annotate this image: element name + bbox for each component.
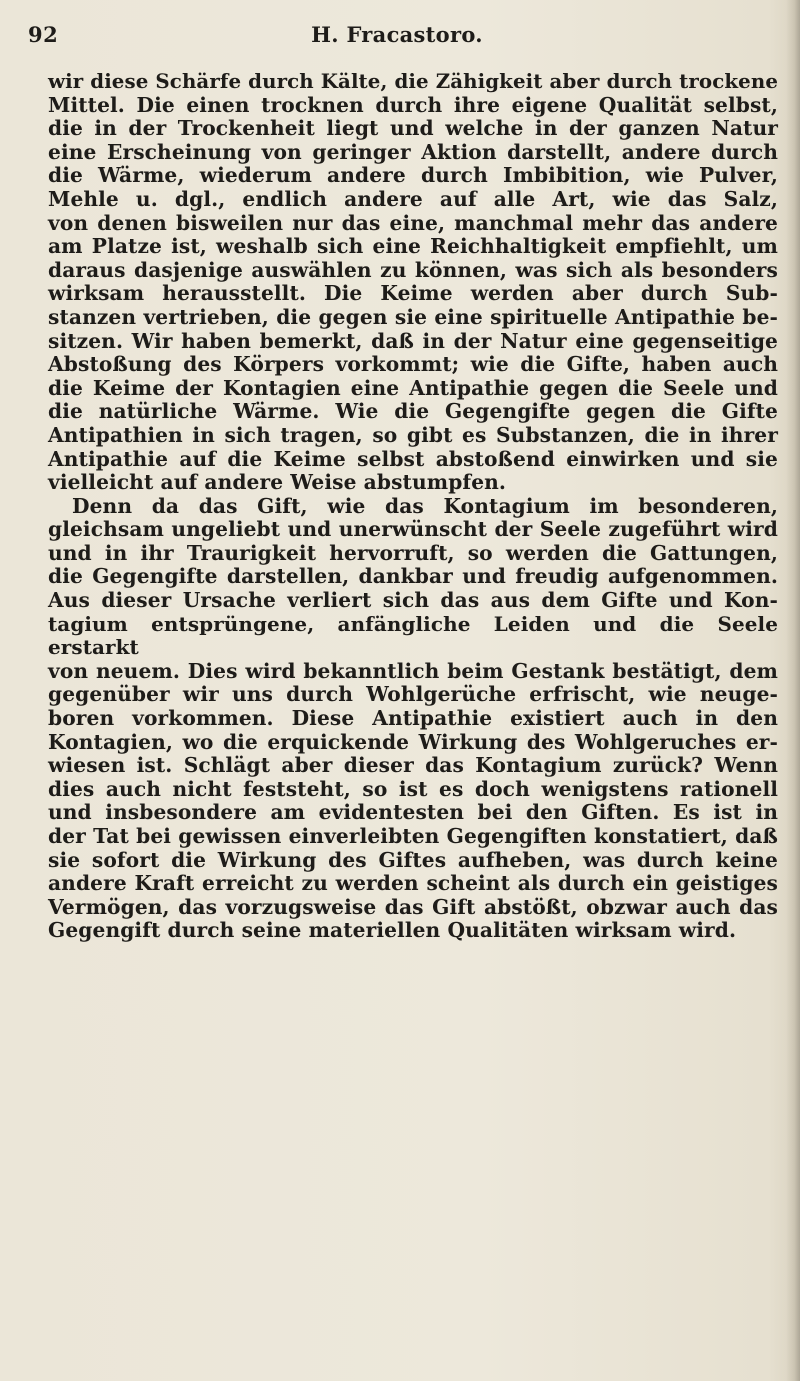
page-number: 92 (28, 22, 59, 47)
text-line: wirksam herausstellt. Die Keime werden aber durch Sub- (48, 281, 778, 306)
paragraph-2 (48, 495, 778, 943)
page-header (28, 22, 766, 52)
paragraph-1 (48, 70, 778, 495)
text-line: von neuem. Dies wird bekanntlich beim Gestank bestätigt, dem (48, 658, 778, 683)
running-head: H. Fracastoro. (311, 22, 483, 47)
text-line: am Platze ist, weshalb sich eine Reichhaltigkeit empfiehlt, um (48, 234, 778, 259)
text-line: der Tat bei gewissen einverleibten Gegengiften konstatiert, daß (48, 824, 778, 848)
text-line: Denn da das Gift, wie das Kontagium im besonderen, (72, 493, 778, 518)
text-line: boren vorkommen. Diese Antipathie existiert auch in den (48, 706, 778, 731)
text-line: tagium entsprüngene, anfängliche Leiden und die Seele erstarkt (48, 611, 778, 660)
text-line: andere Kraft erreicht zu werden scheint als durch ein geistiges (48, 871, 778, 896)
text-line: und insbesondere am evidentesten bei den Giften. Es ist in (48, 800, 778, 825)
text-line: Mehle u. dgl., endlich andere auf alle Art, wie das Salz, (48, 186, 778, 211)
text-line: dies auch nicht feststeht, so ist es doch wenigstens rationell (48, 776, 778, 801)
text-line: die natürliche Wärme. Wie die Gegengifte gegen die Gifte (48, 399, 778, 424)
text-line: die Gegengifte darstellen, dankbar und freudig aufgenommen. (48, 564, 778, 589)
text-line: Vermögen, das vorzugsweise das Gift abstößt, obzwar auch das (48, 894, 778, 919)
text-line: vielleicht auf andere Weise abstumpfen. (48, 470, 507, 495)
text-line: Antipathien in sich tragen, so gibt es Substanzen, die in ihrer (48, 422, 778, 447)
text-line: von denen bisweilen nur das eine, manchmal mehr das andere (48, 210, 778, 235)
text-line: stanzen vertrieben, die gegen sie eine spirituelle Antipathie be- (48, 304, 778, 329)
text-line: Aus dieser Ursache verliert sich das aus dem Gifte und Kon- (48, 588, 778, 613)
text-line: gegenüber wir uns durch Wohlgerüche erfrischt, wie neuge- (48, 682, 778, 707)
text-line: Abstoßung des Körpers vorkommt; wie die Gifte, haben auch (48, 352, 778, 377)
text-line: die Keime der Kontagien eine Antipathie gegen die Seele und (48, 375, 778, 400)
text-line: die in der Trockenheit liegt und welche in der ganzen Natur (48, 116, 778, 141)
body-text (48, 70, 778, 943)
text-line: eine Erscheinung von geringer Aktion darstellt, andere durch (48, 139, 778, 164)
text-line: daraus dasjenige auswählen zu können, was sich als besonders (48, 257, 778, 282)
text-line: wiesen ist. Schlägt aber dieser das Kontagium zurück? Wenn (48, 753, 778, 778)
page-edge-shadow (786, 0, 800, 1381)
text-line: und in ihr Traurigkeit hervorruft, so werden die Gattungen, (48, 540, 778, 565)
text-line: gleichsam ungeliebt und unerwünscht der Seele zugeführt wird (48, 517, 778, 542)
text-line: sitzen. Wir haben bemerkt, daß in der Natur eine gegenseitige (48, 328, 778, 353)
text-line: Mittel. Die einen trocknen durch ihre eigene Qualität selbst, (48, 92, 778, 117)
text-line: Kontagien, wo die erquickende Wirkung des Wohlgeruches er- (48, 729, 778, 754)
text-line: Gegengift durch seine materiellen Qualitäten wirksam wird. (48, 918, 737, 943)
text-line: Antipathie auf die Keime selbst abstoßend einwirken und sie (48, 446, 778, 471)
text-line: sie sofort die Wirkung des Giftes aufheben, was durch keine (48, 847, 778, 872)
text-line: wir diese Schärfe durch Kälte, die Zähigkeit aber durch trockene (48, 69, 778, 93)
text-line: die Wärme, wiederum andere durch Imbibition, wie Pulver, (48, 163, 778, 188)
